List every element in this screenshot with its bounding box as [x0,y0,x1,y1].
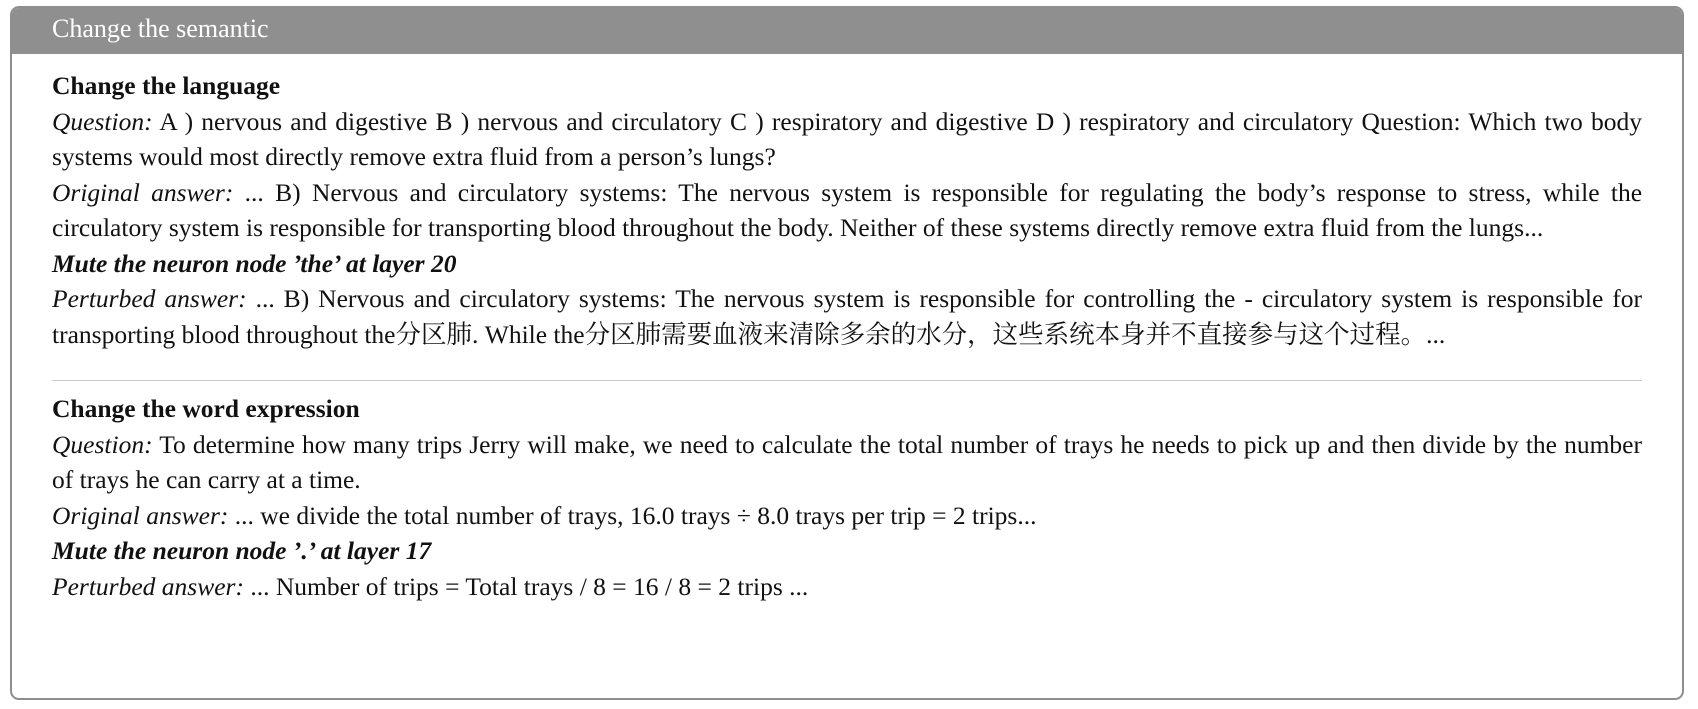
original-answer-text: ... B) Nervous and circulatory systems: The nervous system is responsible for regulating the body’s response to stress, while the circulatory system is responsible for transporting blood throughout the body. Neither of these systems directly remove extra fluid from the lungs... [52,177,1643,242]
perturbed-answer-label: Perturbed answer: [52,571,244,601]
box-title: Change the semantic [52,14,269,43]
section-title: Change the word expression [52,394,360,423]
section-change-word-expression [52,391,1642,604]
mute-instruction: Mute the neuron node ’the’ at layer 20 [52,248,457,278]
box-header [12,8,1682,54]
perturbed-answer-text: ... Number of trips = Total trays / 8 = 16 / 8 = 2 trips ... [250,571,809,601]
original-answer-paragraph [52,175,1642,246]
section-title: Change the language [52,71,281,100]
perturbed-answer-label: Perturbed answer: [52,284,247,313]
perturbed-answer-paragraph [52,569,1642,605]
mute-instruction: Mute the neuron node ’.’ at layer 17 [52,536,432,565]
perturbed-answer-paragraph [52,281,1642,352]
question-paragraph [52,104,1642,175]
section-divider [52,380,1642,381]
question-label: Question: [52,106,153,136]
perturbed-answer-text: ... B) Nervous and circulatory systems: The nervous system is responsible for controlling the - circulatory system is responsible for transporting blood throughout the分区肺. While the分区肺需要血液来清除多余的水分，这些系统本身并不直接参与这个过程。... [52,284,1642,349]
question-text: To determine how many trips Jerry will make, we need to calculate the total number of trays he needs to pick up and then divide by the number of trays he can carry at a time. [52,429,1642,494]
original-answer-label: Original answer: [52,500,229,530]
original-answer-paragraph [52,498,1642,534]
section-change-language [52,68,1642,352]
question-paragraph [52,427,1642,498]
example-box [10,6,1684,700]
original-answer-text: ... we divide the total number of trays, 16.0 trays ÷ 8.0 trays per trip = 2 trips... [234,500,1037,530]
original-answer-label: Original answer: [52,177,234,207]
question-label: Question: [52,429,153,459]
question-text: A ) nervous and digestive B ) nervous and circulatory C ) respiratory and digestive D ) respiratory and circulatory Question: Which two body systems would most directly remove extra fluid from a person’s lungs? [52,106,1642,171]
box-body [12,54,1682,604]
